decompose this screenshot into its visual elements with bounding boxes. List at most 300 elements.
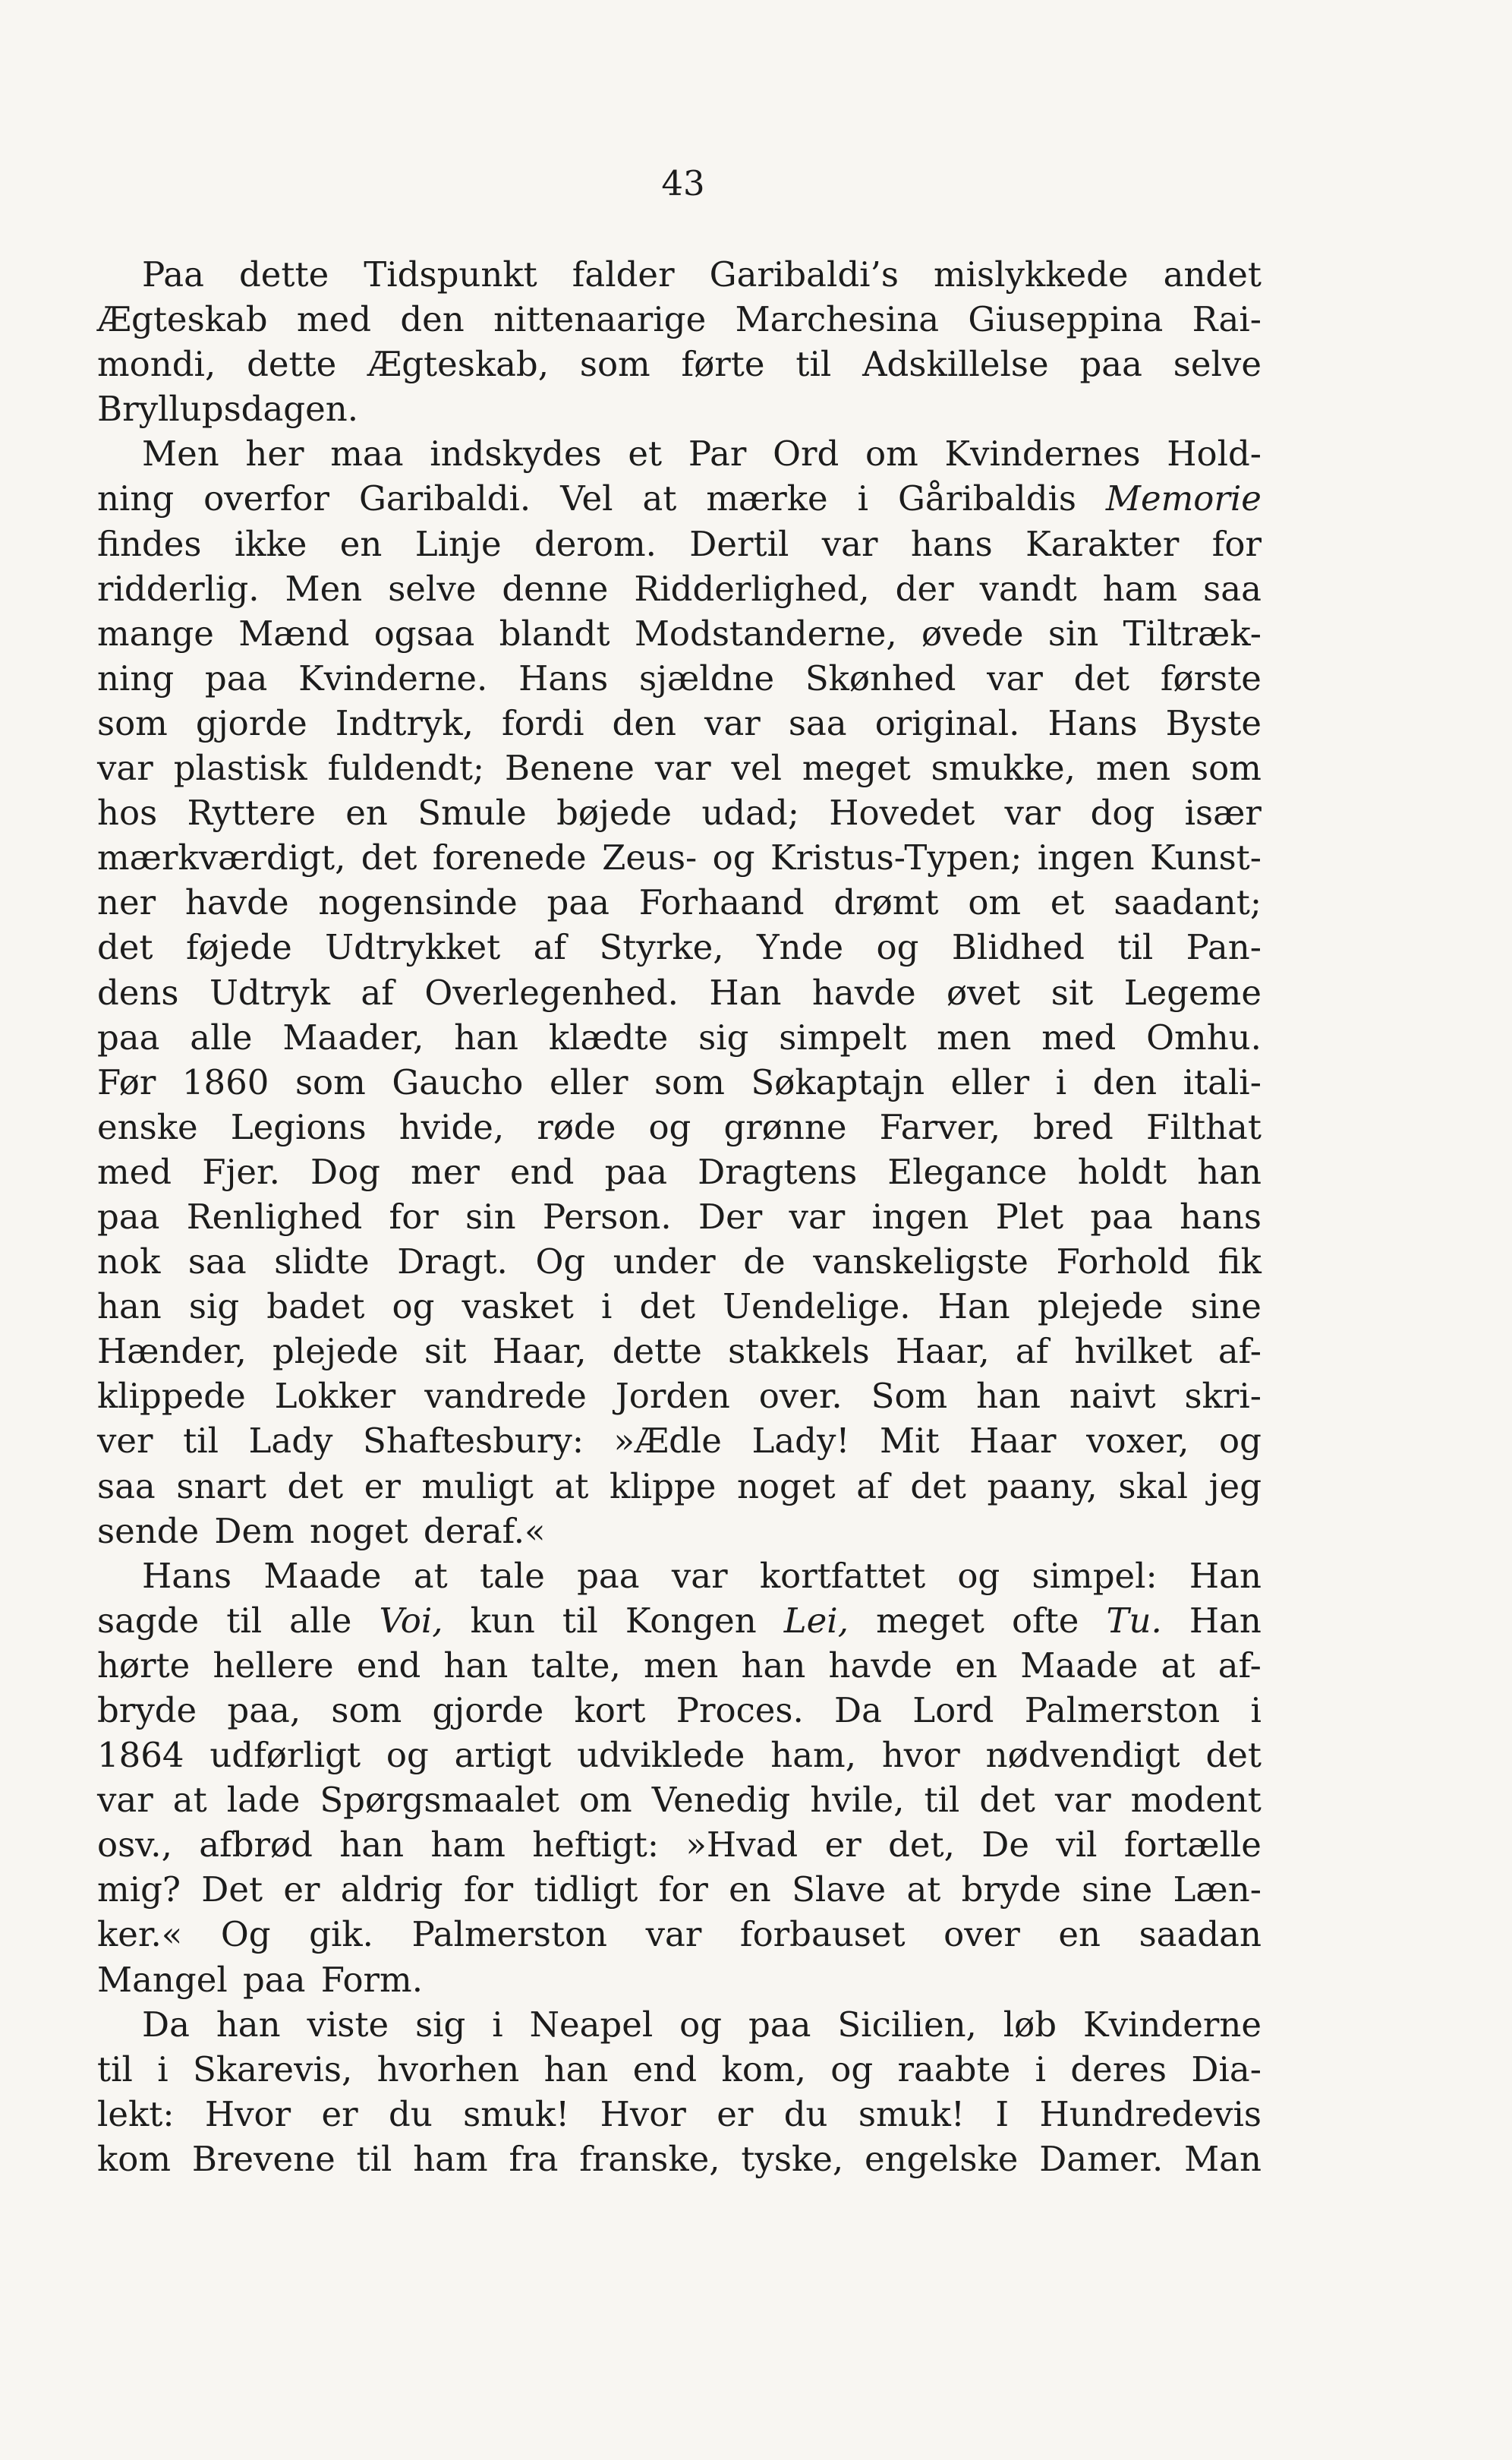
word: Zeus-: [602, 837, 698, 878]
word: Memorie: [1105, 478, 1262, 519]
word: Og: [535, 1241, 586, 1282]
word: Kongen: [625, 1600, 757, 1641]
word: dette: [612, 1331, 702, 1372]
word: engelske: [864, 2138, 1019, 2179]
word: Giuseppina: [968, 299, 1164, 340]
word: for: [658, 1869, 708, 1910]
word: Rai-: [1192, 299, 1262, 340]
word: naivt: [1069, 1376, 1156, 1417]
word: Men: [142, 434, 219, 475]
word: hans: [1180, 1196, 1262, 1237]
word: lade: [226, 1780, 301, 1821]
word: gjorde: [195, 702, 307, 743]
word: at: [906, 1869, 941, 1910]
word: Skarevis,: [193, 2048, 353, 2089]
word: Haar,: [492, 1331, 587, 1372]
text-line: [97, 1509, 1262, 1553]
word: hos: [97, 793, 158, 834]
word: til: [1117, 927, 1154, 968]
word: det: [1205, 1735, 1262, 1776]
word: øvet: [947, 972, 1021, 1013]
word: kom,: [721, 2048, 806, 2089]
text-line: [97, 566, 1262, 611]
word: Sicilien,: [837, 2004, 977, 2045]
word: bred: [1033, 1106, 1114, 1147]
word: om: [865, 434, 918, 475]
word: tyske,: [741, 2138, 844, 2179]
word: var: [654, 748, 711, 789]
word: lekt:: [97, 2093, 175, 2134]
word: var: [789, 1196, 846, 1237]
word: itali-: [1183, 1061, 1262, 1102]
word: Overlegenhed.: [424, 972, 679, 1013]
word: derom.: [534, 523, 657, 564]
word: grønne: [723, 1106, 847, 1147]
word: bryde: [961, 1869, 1061, 1910]
word: Hovedet: [829, 793, 975, 834]
text-line: [97, 1912, 1262, 1957]
word: det: [287, 1465, 344, 1506]
word: tidligt: [534, 1869, 638, 1910]
word: ofte: [1011, 1600, 1079, 1641]
word: ingen: [1037, 837, 1135, 878]
word: Ord: [773, 434, 839, 475]
word: den: [612, 702, 676, 743]
word: det: [910, 1465, 966, 1506]
word: mærkværdigt,: [97, 837, 346, 878]
word: Dog: [310, 1151, 380, 1192]
word: bøjede: [556, 793, 672, 834]
word: at: [172, 1780, 207, 1821]
word: end: [356, 1645, 421, 1686]
word: havde: [828, 1645, 933, 1686]
text-line: [97, 297, 1262, 342]
text-line: [97, 1553, 1262, 1598]
word: aldrig: [340, 1869, 443, 1910]
word: røde: [537, 1106, 616, 1147]
word: ham,: [770, 1735, 857, 1776]
word: for: [1211, 523, 1262, 564]
word: hvilket: [1074, 1331, 1192, 1372]
text-line: [97, 386, 1262, 431]
word: som: [1191, 748, 1262, 789]
word: gik.: [309, 1914, 373, 1955]
word: Lord: [912, 1690, 994, 1730]
word: det: [97, 927, 153, 968]
word: under: [613, 1241, 716, 1282]
word: afbrød: [199, 1824, 313, 1866]
word: Dragt.: [397, 1241, 508, 1282]
word: vandt: [979, 568, 1077, 609]
word: sine: [1082, 1869, 1153, 1910]
word: snart: [176, 1465, 266, 1506]
word: og: [386, 1735, 429, 1776]
word: Adskillelse: [862, 344, 1049, 385]
word: saa: [97, 1465, 156, 1506]
word: jeg: [1208, 1465, 1262, 1506]
word: af: [856, 1465, 890, 1506]
text-line: [97, 2047, 1262, 2092]
word: Maade: [263, 1555, 382, 1596]
word: han: [443, 1645, 509, 1686]
word: saa: [1203, 568, 1262, 609]
word: hvide,: [398, 1106, 505, 1147]
word: Lady!: [751, 1421, 850, 1462]
word: nittenaarige: [493, 299, 707, 340]
word: fuldendt;: [327, 748, 485, 789]
word: vel: [731, 748, 782, 789]
word: han: [1197, 1151, 1262, 1192]
word: en: [729, 1869, 771, 1910]
word: smukke,: [931, 748, 1076, 789]
word: Ynde: [756, 927, 844, 968]
word: nødvendigt: [985, 1735, 1180, 1776]
word: havde: [811, 972, 916, 1013]
word: og: [712, 837, 755, 878]
word: Maader,: [282, 1017, 424, 1058]
word: heftigt:: [532, 1824, 660, 1866]
text-line: [97, 1777, 1262, 1822]
word: Kunst-: [1150, 837, 1262, 878]
word: at: [554, 1465, 589, 1506]
word: sagde: [97, 1600, 200, 1641]
word: at: [1161, 1645, 1195, 1686]
text-line: [97, 1733, 1262, 1777]
word: i: [857, 478, 869, 519]
word: han: [976, 1376, 1041, 1417]
word: sit: [1051, 972, 1094, 1013]
word: Byste: [1165, 702, 1262, 743]
word: ning: [97, 658, 175, 699]
word: »Ædle: [613, 1421, 722, 1462]
word: paany,: [987, 1465, 1098, 1506]
word: saadant;: [1114, 882, 1262, 923]
word: ham: [413, 2138, 488, 2179]
word: Par: [688, 434, 747, 475]
word: Mit: [880, 1421, 940, 1462]
text-line: [97, 2137, 1262, 2181]
word: Plet: [995, 1196, 1064, 1237]
word: Filthat: [1145, 1106, 1262, 1147]
text-line: [97, 1105, 1262, 1150]
word: Proces.: [676, 1690, 804, 1730]
word: dette: [238, 254, 329, 295]
word: Dertil: [689, 523, 789, 564]
word: var: [821, 523, 878, 564]
word: til: [183, 1421, 219, 1462]
word: paa,: [227, 1690, 301, 1730]
word: paa: [97, 1017, 160, 1058]
word: som: [579, 344, 650, 385]
word: Udtryk: [209, 972, 330, 1013]
word: nogensinde: [318, 882, 518, 923]
word: Men: [285, 568, 363, 609]
word: men: [644, 1645, 719, 1686]
word: af: [1015, 1331, 1049, 1372]
word: men: [1095, 748, 1171, 789]
word: de: [743, 1241, 786, 1282]
word: sig: [415, 2004, 466, 2045]
word: saadan: [1139, 1914, 1262, 1955]
word: Smule: [417, 793, 527, 834]
word: mange: [97, 613, 214, 654]
word: var: [97, 1780, 153, 1821]
text-line: [97, 790, 1262, 835]
word: skri-: [1184, 1376, 1262, 1417]
word: Uendelige.: [723, 1286, 911, 1327]
word: Blidhed: [951, 927, 1085, 968]
word: Forhold: [1056, 1241, 1191, 1282]
word: et: [1050, 882, 1085, 923]
word: Jorden: [615, 1376, 730, 1417]
word: paa: [748, 2004, 811, 2045]
word: af-: [1217, 1645, 1262, 1686]
word: paa: [1090, 1196, 1153, 1237]
text-line: [97, 611, 1262, 656]
word: hans: [910, 523, 993, 564]
word: dens: [97, 972, 179, 1013]
word: paa: [97, 1196, 160, 1237]
word: fik: [1217, 1241, 1262, 1282]
word: saa: [187, 1241, 247, 1282]
word: for: [463, 1869, 514, 1910]
word: deraf.«: [423, 1510, 546, 1551]
word: kun: [470, 1600, 535, 1641]
word: sende: [97, 1510, 200, 1551]
text-line: [97, 970, 1262, 1015]
word: Neapel: [529, 2004, 654, 2045]
word: Palmerston: [1024, 1690, 1221, 1730]
text-line: [97, 1822, 1262, 1867]
word: første: [1160, 658, 1262, 699]
word: Mangel: [97, 1959, 228, 2000]
word: Da: [834, 1690, 882, 1730]
word: sine: [1190, 1286, 1262, 1327]
word: af: [361, 972, 394, 1013]
word: De: [981, 1824, 1029, 1866]
word: løb: [1003, 2004, 1057, 2045]
word: Styrke,: [599, 927, 724, 968]
text-line: [97, 656, 1262, 701]
text-line: [97, 880, 1262, 925]
word: mer: [411, 1151, 480, 1192]
word: som: [295, 1061, 366, 1102]
word: viste: [307, 2004, 389, 2045]
word: raabte: [897, 2048, 1011, 2089]
word: I: [995, 2093, 1010, 2134]
word: en: [345, 793, 388, 834]
word: af: [533, 927, 567, 968]
word: artigt: [454, 1735, 552, 1776]
word: det: [639, 1286, 695, 1327]
word: vanskeligste: [813, 1241, 1028, 1282]
word: ner: [97, 882, 156, 923]
word: Farver,: [879, 1106, 1001, 1147]
word: og: [1219, 1421, 1262, 1462]
word: Marchesina: [735, 299, 940, 340]
word: Shaftesbury:: [363, 1421, 584, 1462]
word: 1860: [181, 1061, 269, 1102]
word: tale: [479, 1555, 545, 1596]
word: er: [364, 1465, 401, 1506]
word: simpel:: [1032, 1555, 1158, 1596]
word: føjede: [185, 927, 292, 968]
word: Hold-: [1167, 434, 1262, 475]
word: ker.«: [97, 1914, 183, 1955]
word: vil: [1056, 1824, 1098, 1866]
text-line: [97, 1688, 1262, 1733]
word: Man: [1184, 2138, 1262, 2179]
word: Haar,: [895, 1331, 990, 1372]
word: Ægteskab,: [367, 344, 550, 385]
word: Karakter: [1025, 523, 1180, 564]
word: Tu.: [1106, 1600, 1162, 1641]
word: for: [389, 1196, 439, 1237]
word: nok: [97, 1241, 161, 1282]
word: sin: [1047, 613, 1099, 654]
word: ham: [1102, 568, 1178, 609]
word: ridderlig.: [97, 568, 260, 609]
word: Dia-: [1191, 2048, 1262, 2089]
word: eller: [549, 1061, 628, 1102]
word: og: [392, 1286, 435, 1327]
word: hellere: [213, 1645, 334, 1686]
word: paa: [547, 882, 610, 923]
word: Det: [201, 1869, 263, 1910]
word: det: [1073, 658, 1130, 699]
word: gjorde: [432, 1690, 544, 1730]
word: Og: [220, 1914, 271, 1955]
word: over.: [758, 1376, 843, 1417]
word: Palmerston: [411, 1914, 608, 1955]
word: en: [1058, 1914, 1101, 1955]
word: Damer.: [1039, 2138, 1164, 2179]
word: af-: [1217, 1331, 1262, 1372]
text-line: [97, 2092, 1262, 2137]
word: denne: [502, 568, 609, 609]
word: han: [339, 1824, 405, 1866]
word: fortælle: [1123, 1824, 1262, 1866]
word: udad;: [701, 793, 799, 834]
word: muligt: [421, 1465, 534, 1506]
word: blandt: [499, 613, 610, 654]
word: mig?: [97, 1869, 181, 1910]
word: paa: [204, 658, 268, 699]
word: original.: [874, 702, 1020, 743]
word: i: [1250, 1690, 1262, 1730]
word: mondi,: [97, 344, 216, 385]
word: Voi,: [379, 1600, 443, 1641]
word: i: [1055, 1061, 1067, 1102]
word: mærke: [706, 478, 828, 519]
word: forenede: [432, 837, 587, 878]
word: holdt: [1077, 1151, 1167, 1192]
word: Læn-: [1173, 1869, 1262, 1910]
word: stakkels: [728, 1331, 870, 1372]
word: saa: [788, 702, 847, 743]
word: Forhaand: [638, 882, 805, 923]
text-line: [97, 1194, 1262, 1239]
word: især: [1184, 793, 1262, 834]
word: er: [283, 1869, 320, 1910]
word: Kristus-Typen;: [770, 837, 1022, 878]
word: i: [1035, 2048, 1046, 2089]
word: findes: [97, 523, 202, 564]
word: han: [97, 1286, 162, 1327]
word: hvor: [881, 1735, 960, 1776]
word: og: [876, 927, 919, 968]
word: noget: [736, 1465, 836, 1506]
word: sig: [188, 1286, 240, 1327]
word: Gaucho: [392, 1061, 524, 1102]
word: slidte: [274, 1241, 370, 1282]
word: Fjer.: [202, 1151, 280, 1192]
word: Hans: [1047, 702, 1138, 743]
word: Linje: [414, 523, 502, 564]
word: du: [783, 2093, 828, 2134]
word: sit: [424, 1331, 467, 1372]
word: og: [648, 1106, 691, 1147]
word: Hvor: [600, 2093, 686, 2134]
word: med: [97, 1151, 172, 1192]
word: at: [413, 1555, 448, 1596]
word: Vel: [560, 478, 613, 519]
word: førte: [681, 344, 765, 385]
word: Han: [709, 972, 782, 1013]
word: Haar: [969, 1421, 1057, 1462]
word: andet: [1163, 254, 1262, 295]
word: Pan-: [1186, 927, 1262, 968]
word: der: [895, 568, 954, 609]
word: sjældne: [638, 658, 775, 699]
word: Udtrykket: [325, 927, 501, 968]
word: kom: [97, 2138, 172, 2179]
text-line: [97, 2002, 1262, 2047]
text-line: [97, 1329, 1262, 1374]
word: Som: [871, 1376, 948, 1417]
word: Ægteskab: [97, 299, 268, 340]
word: Hænder,: [97, 1331, 247, 1372]
word: eller: [950, 1061, 1030, 1102]
word: Bryllupsdagen.: [97, 389, 359, 430]
word: Legeme: [1123, 972, 1262, 1013]
word: Maade: [1020, 1645, 1139, 1686]
word: øvede: [921, 613, 1024, 654]
word: udførligt: [209, 1735, 361, 1776]
word: deres: [1070, 2048, 1167, 2089]
word: paa: [577, 1555, 640, 1596]
word: til: [97, 2048, 133, 2089]
word: Garibaldi’s: [709, 254, 899, 295]
word: mislykkede: [933, 254, 1129, 295]
word: som: [97, 702, 168, 743]
word: det: [361, 837, 417, 878]
word: badet: [266, 1286, 365, 1327]
word: Lei,: [783, 1600, 849, 1641]
word: var: [97, 748, 153, 789]
word: overfor: [203, 478, 330, 519]
word: alle: [289, 1600, 352, 1641]
word: og: [679, 2004, 723, 2045]
word: 1864: [97, 1735, 184, 1776]
word: ver: [97, 1421, 153, 1462]
word: Modstanderne,: [634, 613, 897, 654]
text-line: [97, 522, 1262, 566]
text-line: [97, 1284, 1262, 1329]
word: han: [741, 1645, 806, 1686]
word: som: [654, 1061, 725, 1102]
word: Tiltræk-: [1123, 613, 1262, 654]
